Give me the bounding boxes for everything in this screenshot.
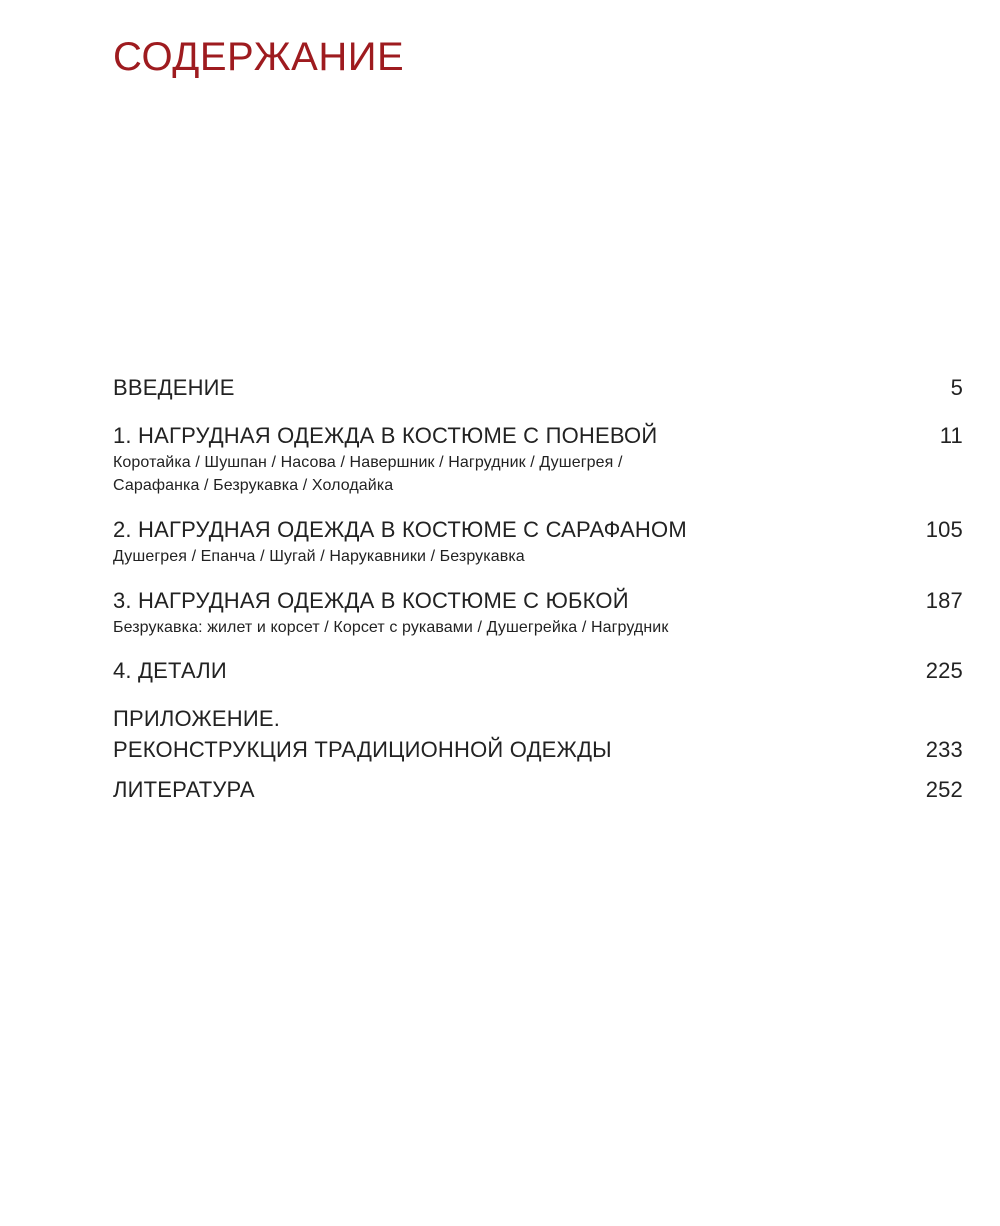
toc-entry-subtitle-line: Душегрея / Епанча / Шугай / Нарукавники / Безрукавка (113, 548, 525, 565)
toc-entry-title: ЛИТЕРАТУРА (113, 777, 255, 802)
page-title: СОДЕРЖАНИЕ (113, 35, 405, 79)
toc-entry-chapter-2[interactable] (113, 514, 963, 568)
toc-entry-title-line: ПРИЛОЖЕНИЕ. (113, 706, 281, 731)
toc-entry-page: 233 (925, 737, 963, 762)
toc-entry-title-line: РЕКОНСТРУКЦИЯ ТРАДИЦИОННОЙ ОДЕЖДЫ (113, 737, 612, 762)
toc-entry-page: 187 (925, 588, 963, 613)
toc-entry-title: 2. НАГРУДНАЯ ОДЕЖДА В КОСТЮМЕ С САРАФАНОМ (113, 517, 687, 542)
toc-entry-appendix[interactable] (113, 703, 963, 765)
toc-entry-subtitle-line: Сарафанка / Безрукавка / Холодайка (113, 477, 394, 494)
toc-entry-title (113, 703, 963, 765)
toc-entry-subtitle (113, 545, 963, 568)
toc-entry-literature[interactable] (113, 774, 963, 805)
toc-entry-title: 1. НАГРУДНАЯ ОДЕЖДА В КОСТЮМЕ С ПОНЕВОЙ (113, 423, 658, 448)
toc-entry-introduction[interactable] (113, 372, 963, 403)
toc-entry-subtitle-line: Коротайка / Шушпан / Насова / Навершник / Нагрудник / Душегрея / (113, 454, 623, 471)
toc-entry-subtitle-line: Безрукавка: жилет и корсет / Корсет с рукавами / Душегрейка / Нагрудник (113, 619, 669, 636)
toc-entry-subtitle (113, 451, 963, 497)
toc-entry-page: 11 (939, 423, 963, 448)
toc-entry-chapter-3[interactable] (113, 585, 963, 639)
toc-entry-title: 4. ДЕТАЛИ (113, 658, 227, 683)
toc-entry-title: 3. НАГРУДНАЯ ОДЕЖДА В КОСТЮМЕ С ЮБКОЙ (113, 588, 629, 613)
toc-entry-chapter-4[interactable] (113, 655, 963, 686)
toc-entry-subtitle (113, 616, 963, 639)
toc-entry-page: 105 (925, 517, 963, 542)
toc-entry-page: 5 (950, 375, 963, 400)
toc-entry-title: ВВЕДЕНИЕ (113, 375, 235, 400)
toc-entry-page: 225 (925, 658, 963, 683)
toc-entry-chapter-1[interactable] (113, 420, 963, 497)
toc-entry-page: 252 (925, 777, 963, 802)
